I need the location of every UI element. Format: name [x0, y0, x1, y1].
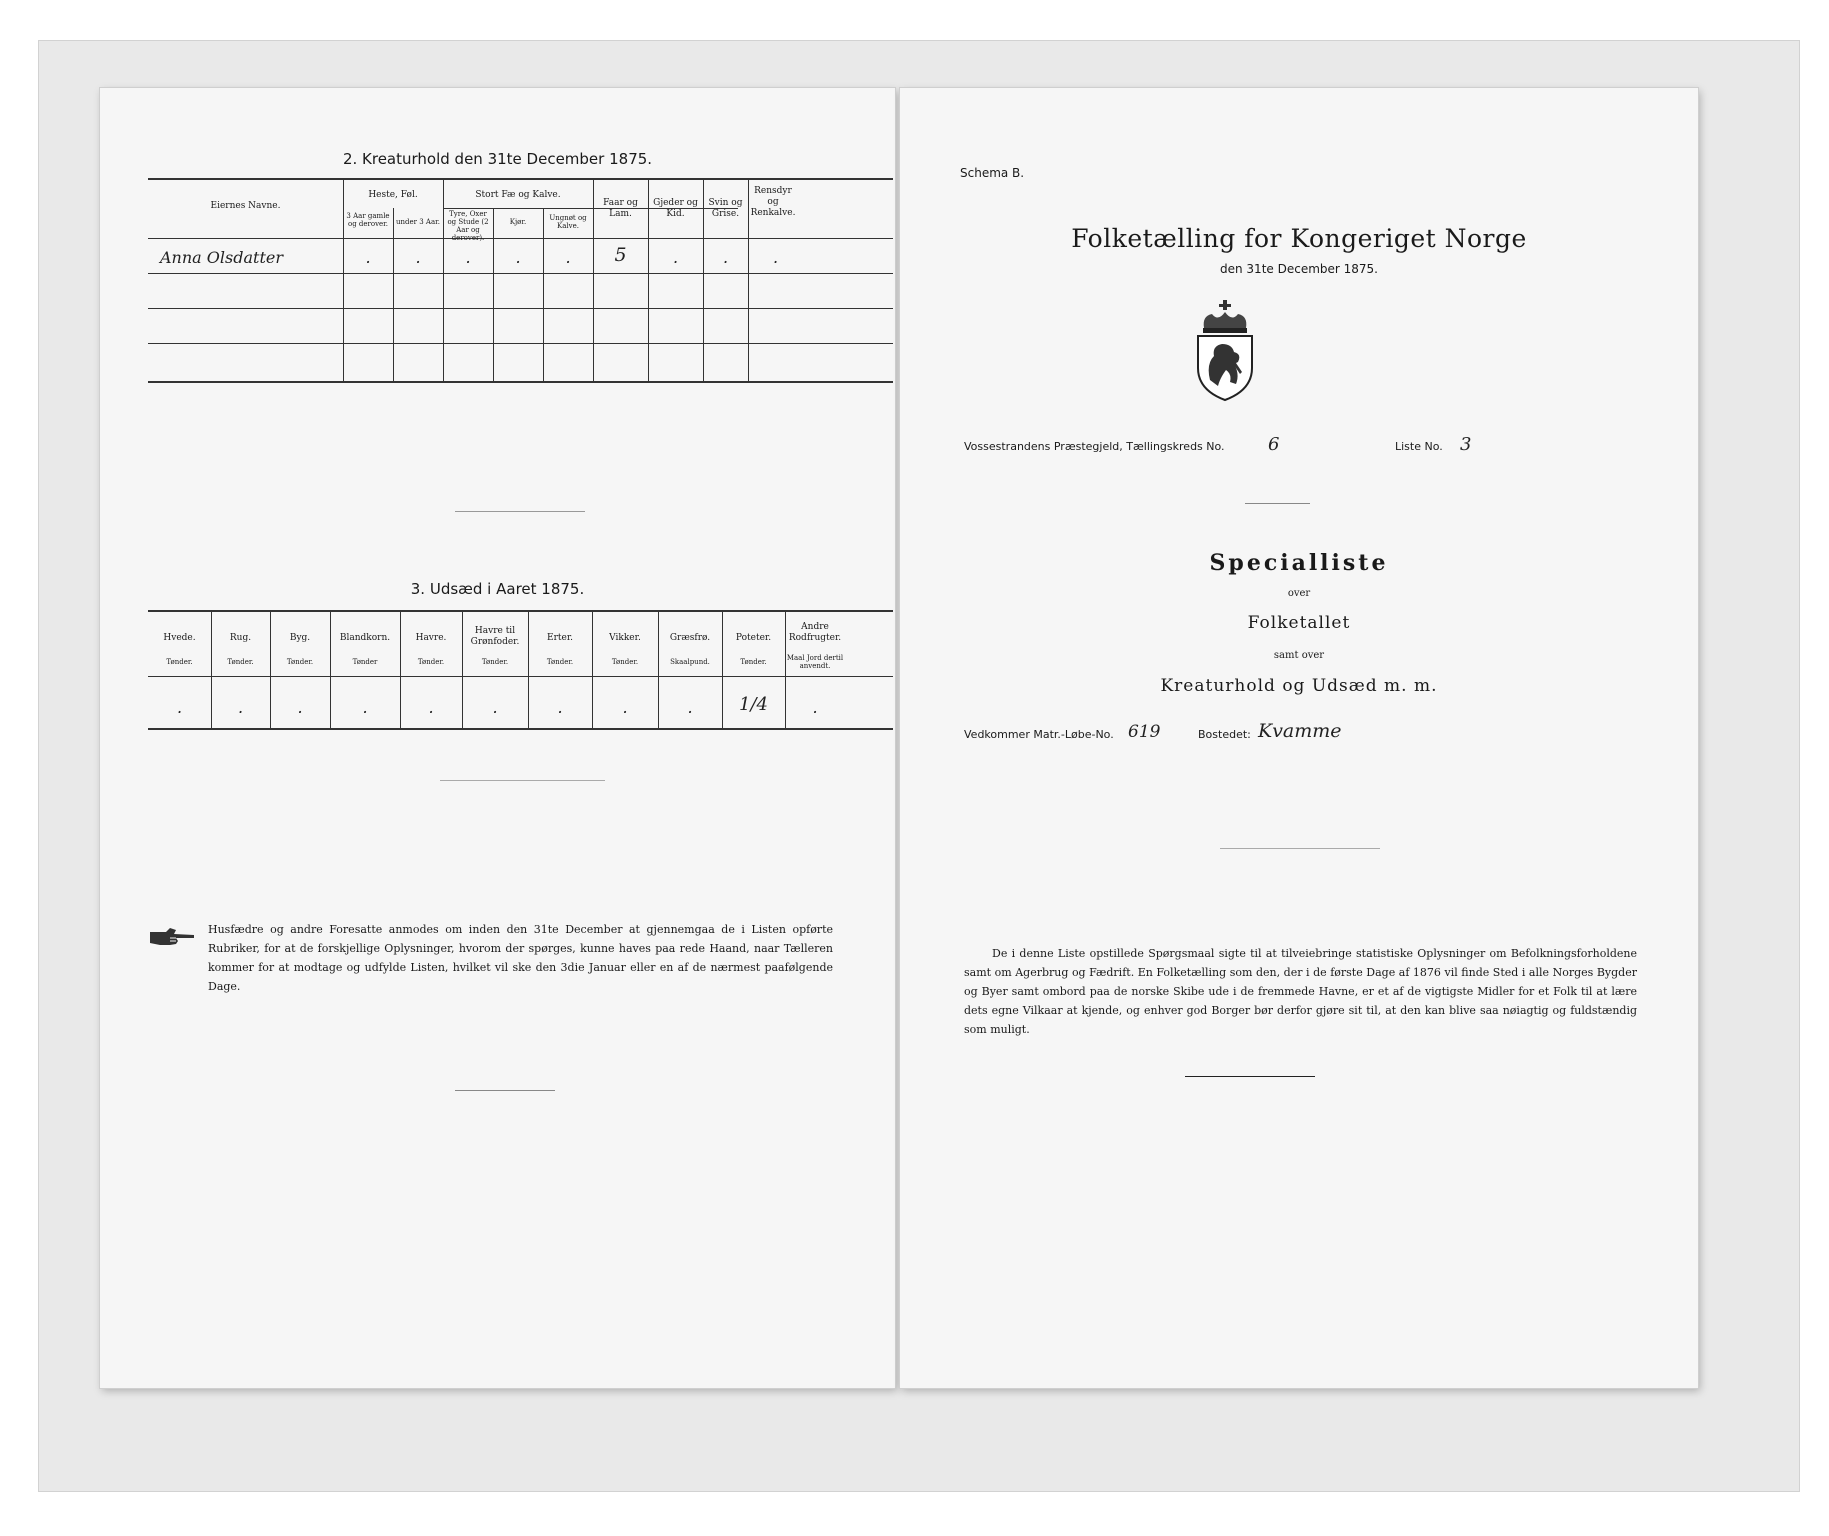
seed-col-9-name: Poteter. [735, 633, 772, 643]
seed-col-1-name: Rug. [229, 633, 252, 643]
seed-col-4-name: Havre. [415, 633, 447, 643]
folketallet-heading: Folketallet [1247, 613, 1351, 633]
list-number: 3 [1460, 434, 1472, 455]
seed-col-3-name: Blandkorn. [339, 633, 391, 643]
divider [455, 511, 585, 512]
coat-of-arms-icon [1190, 298, 1260, 403]
seed-col-0-name: Hvede. [163, 633, 196, 643]
seed-col-6-name: Erter. [547, 633, 573, 643]
cell-sheep: 5 [614, 244, 627, 266]
seed-col-2-unit: Tønder. [286, 658, 314, 666]
header-owner: Eiernes Navne. [210, 201, 281, 211]
seed-col-5-value: . [492, 698, 498, 717]
header-cattle-young: Ungnøt og Kalve. [549, 214, 587, 230]
seed-col-8-value: . [687, 698, 693, 717]
seed-col-5-unit: Tønder. [481, 658, 509, 666]
cell-horses-old: . [365, 248, 371, 267]
cell-reindeer: . [772, 248, 779, 267]
seed-col-7-name: Vikker. [609, 633, 641, 643]
cell-oxen: . [465, 248, 471, 267]
divider [1185, 1076, 1315, 1077]
seed-col-4-value: . [428, 698, 434, 717]
divider [440, 780, 605, 781]
seed-col-3-unit: Tønder [352, 658, 378, 666]
footer-text: De i denne Liste opstillede Spørgsmaal sigte til at tilveiebringe statistiske Oplysninger om Befolkningsforholdene samt om Agerbrug og Fædrift. En Folketælling som den, der i de første Dage af 1876 vil finde Sted i alle Norges Bygder og Byer samt ombord paa de norske Skibe ude i de fremmede Havne, er et af de vigtigste Midler for et Folk til at lære dets egne Vilkaar at kjende, og enhver god Borger bør derfor gjøre sit til, at den kan blive saa nøiagtig og fuldstændig som muligt. [964, 947, 1637, 1036]
schema-label: Schema B. [960, 166, 1025, 180]
header-horses-young: under 3 Aar. [396, 218, 440, 226]
seed-col-10-name: Andre Rodfrugter. [788, 622, 842, 643]
seed-col-1-value: . [237, 698, 244, 717]
main-title: Folketælling for Kongeriget Norge [1071, 224, 1527, 253]
section3-title: 3. Udsæd i Aaret 1875. [410, 580, 585, 598]
cell-pigs: . [722, 248, 729, 267]
seed-col-9-value: 1/4 [739, 694, 768, 715]
cell-young-cattle: . [565, 248, 571, 267]
seed-col-8-name: Græsfrø. [669, 633, 711, 643]
list-label: Liste No. [1395, 440, 1443, 453]
cell-goats: . [672, 248, 679, 267]
left-page [100, 88, 895, 1388]
notice-text: Husfædre og andre Foresatte anmodes om inden den 31te December at gjennemgaa de i Listen opførte Rubriker, for at de forskjellige Oplysninger, hvorom der spørges, kunne haves paa rede Haand, naar Tælleren kommer for at modtage og udfylde Listen, hvilket vil ske den 3die Januar eller en af de nærmest paafølgende Dage. [208, 923, 833, 993]
divider [455, 1090, 555, 1091]
seed-col-0-value: . [176, 698, 183, 717]
seed-col-6-value: . [557, 698, 563, 717]
seed-col-7-unit: Tønder. [611, 658, 639, 666]
header-sheep: Faar og Lam. [603, 198, 638, 219]
right-page [900, 88, 1698, 1388]
seed-col-2-name: Byg. [289, 633, 311, 643]
header-cattle-cows: Kjør. [509, 218, 527, 226]
seed-col-10-value: . [812, 698, 818, 717]
header-goats: Gjeder og Kid. [653, 198, 698, 219]
over-text: over [1287, 588, 1311, 599]
header-reindeer: Rensdyr og Renkalve. [750, 186, 796, 218]
parish-label: Vossestrandens Præstegjeld, Tællingskreds No. [964, 440, 1225, 453]
seed-col-7-value: . [622, 698, 628, 717]
bosted-label: Bostedet: [1198, 728, 1251, 741]
cell-cows: . [515, 248, 521, 267]
cell-horses-young: . [415, 248, 421, 267]
owner-name: Anna Olsdatter [160, 248, 283, 267]
seed-col-4-unit: Tønder. [417, 658, 445, 666]
district-number: 6 [1268, 434, 1280, 455]
divider [1245, 503, 1310, 504]
samt-over-text: samt over [1273, 650, 1325, 661]
kreaturhold-heading: Kreaturhold og Udsæd m. m. [1160, 676, 1438, 696]
header-pigs: Svin og Grise. [708, 198, 743, 219]
header-horses: Heste, Føl. [368, 190, 418, 200]
section2-title: 2. Kreaturhold den 31te December 1875. [342, 150, 653, 168]
seed-col-10-unit: Maal Jord dertil anvendt. [786, 654, 844, 670]
matr-number: 619 [1128, 722, 1161, 742]
seed-col-0-unit: Tønder. [166, 658, 193, 666]
seed-col-3-value: . [362, 698, 368, 717]
header-cattle-oxen: Tyre, Oxer og Stude (2 Aar og derover). [447, 210, 489, 242]
pointing-hand-icon [148, 926, 198, 948]
seed-col-9-unit: Tønder. [740, 658, 767, 666]
seed-col-5-name: Havre til Grønfoder. [470, 626, 520, 647]
specialliste-heading: Specialliste [1209, 550, 1389, 576]
bosted-value: Kvamme [1258, 720, 1342, 742]
seed-col-2-value: . [297, 698, 303, 717]
seed-col-8-unit: Skaalpund. [670, 658, 710, 666]
header-horses-old: 3 Aar gamle og derover. [346, 212, 390, 228]
main-date: den 31te December 1875. [1220, 262, 1378, 276]
seed-col-6-unit: Tønder. [546, 658, 574, 666]
header-cattle: Stort Fæ og Kalve. [475, 190, 561, 200]
divider [1220, 848, 1380, 849]
seed-col-1-unit: Tønder. [227, 658, 254, 666]
matr-label: Vedkommer Matr.-Løbe-No. [964, 728, 1114, 741]
